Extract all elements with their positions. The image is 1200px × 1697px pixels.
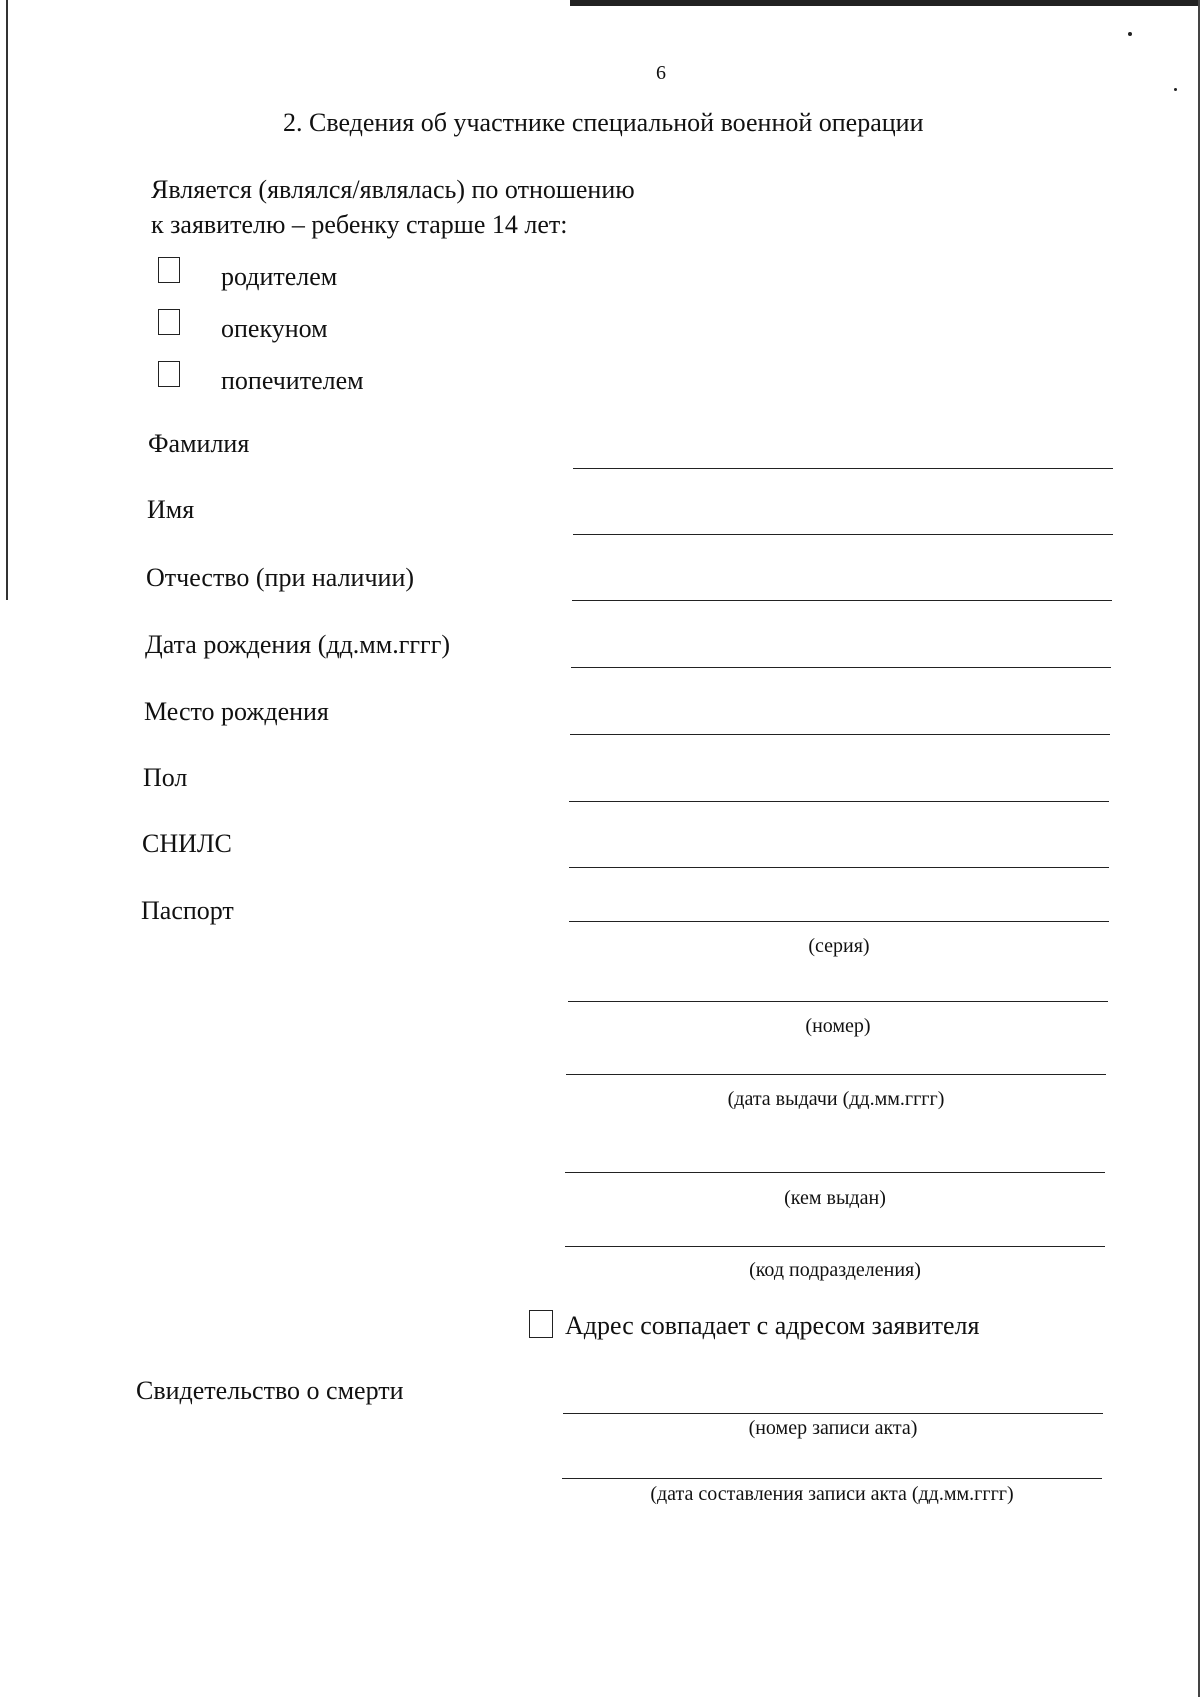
- passport-series-caption: (серия): [808, 935, 870, 957]
- passport-number-input-line[interactable]: [568, 1001, 1108, 1002]
- section-title: 2. Сведения об участнике специальной военной операции: [283, 108, 924, 137]
- checkbox-guardian[interactable]: [158, 309, 180, 335]
- passport-issue-date-input-line[interactable]: [566, 1074, 1106, 1075]
- passport-issued-by-caption: (кем выдан): [784, 1187, 886, 1209]
- relation-intro-line2: к заявителю – ребенку старше 14 лет:: [151, 210, 568, 239]
- page-number: 6: [656, 62, 666, 84]
- checkbox-guardian-label: опекуном: [221, 314, 328, 343]
- passport-series-input-line[interactable]: [569, 921, 1109, 922]
- checkbox-address-same-label: Адрес совпадает с адресом заявителя: [565, 1311, 980, 1340]
- death-record-number-input-line[interactable]: [563, 1413, 1103, 1414]
- surname-input-line[interactable]: [573, 468, 1113, 469]
- surname-label: Фамилия: [148, 429, 250, 458]
- birth-place-input-line[interactable]: [570, 734, 1110, 735]
- scan-speck: [1128, 32, 1132, 36]
- passport-issue-date-caption: (дата выдачи (дд.мм.гггг): [727, 1088, 945, 1110]
- birth-date-input-line[interactable]: [571, 667, 1111, 668]
- death-record-date-caption: (дата составления записи акта (дд.мм.гггг): [650, 1483, 1014, 1505]
- name-input-line[interactable]: [573, 534, 1113, 535]
- death-certificate-label: Свидетельство о смерти: [136, 1376, 404, 1405]
- death-record-number-caption: (номер записи акта): [748, 1417, 918, 1439]
- scan-speck: [1174, 88, 1177, 91]
- sex-label: Пол: [143, 763, 188, 792]
- relation-intro-line1: Является (являлся/являлась) по отношению: [151, 175, 635, 204]
- passport-division-code-caption: (код подразделения): [749, 1259, 921, 1281]
- checkbox-custodian-label: попечителем: [221, 366, 364, 395]
- birth-place-label: Место рождения: [144, 697, 329, 726]
- name-label: Имя: [147, 495, 195, 524]
- death-record-date-input-line[interactable]: [562, 1478, 1102, 1479]
- scan-left-edge: [6, 0, 8, 600]
- passport-issued-by-input-line[interactable]: [565, 1172, 1105, 1173]
- snils-label: СНИЛС: [142, 829, 232, 858]
- scan-top-edge: [570, 0, 1200, 6]
- patronymic-label: Отчество (при наличии): [146, 563, 415, 592]
- passport-division-code-input-line[interactable]: [565, 1246, 1105, 1247]
- birth-date-label: Дата рождения (дд.мм.гггг): [145, 630, 451, 659]
- passport-label: Паспорт: [141, 896, 234, 925]
- checkbox-parent-label: родителем: [221, 262, 338, 291]
- checkbox-parent[interactable]: [158, 257, 180, 283]
- patronymic-input-line[interactable]: [572, 600, 1112, 601]
- passport-number-caption: (номер): [805, 1015, 871, 1037]
- checkbox-address-same[interactable]: [529, 1310, 553, 1338]
- checkbox-custodian[interactable]: [158, 361, 180, 387]
- sex-input-line[interactable]: [569, 801, 1109, 802]
- snils-input-line[interactable]: [569, 867, 1109, 868]
- relation-intro: [151, 172, 635, 242]
